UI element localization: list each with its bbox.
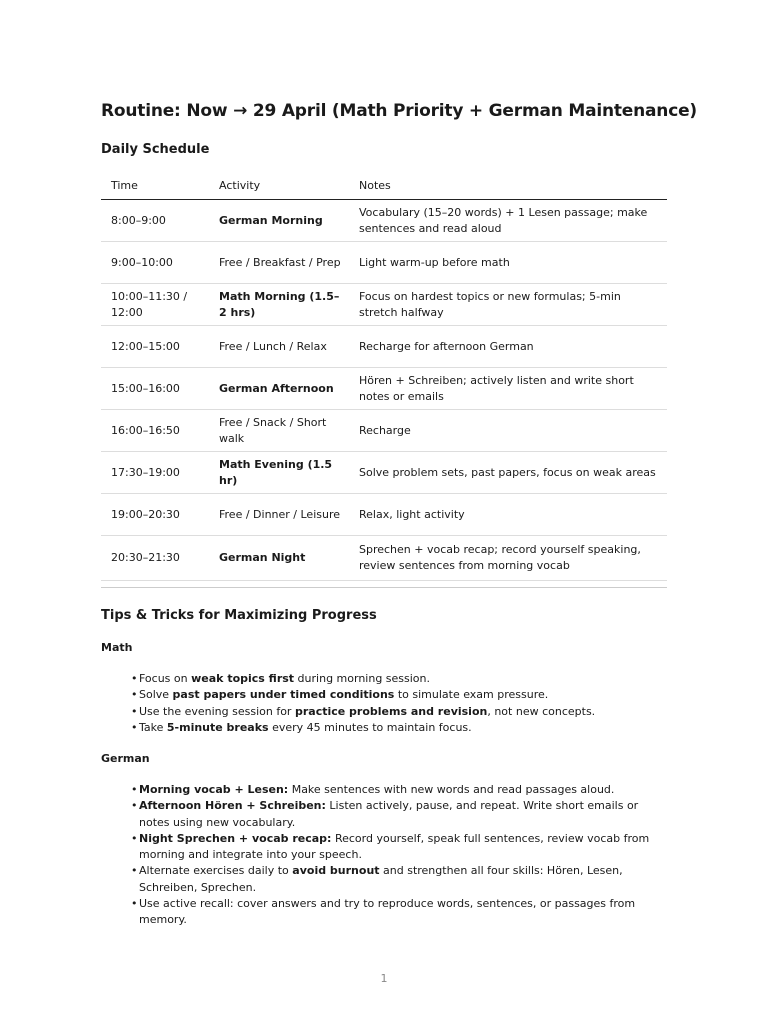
- activity-cell: Math Evening (1.5 hr): [209, 452, 349, 494]
- table-row: [101, 200, 667, 242]
- activity-cell: German Afternoon: [209, 368, 349, 410]
- list-item: • Afternoon Hören + Schreiben: Listen actively, pause, and repeat. Write short emails or notes using new vocabulary.: [131, 798, 661, 831]
- activity-cell: Math Morning (1.5–2 hrs): [209, 284, 349, 326]
- table-row: [101, 242, 667, 284]
- german-subheading: German: [101, 752, 150, 765]
- list-item: • Morning vocab + Lesen: Make sentences with new words and read passages aloud.: [131, 782, 661, 798]
- time-cell: 8:00–9:00: [101, 200, 209, 242]
- column-header-notes: Notes: [349, 172, 667, 200]
- notes-cell: Focus on hardest topics or new formulas; 5-min stretch halfway: [349, 284, 667, 326]
- time-cell: 16:00–16:50: [101, 410, 209, 452]
- notes-cell: Recharge for afternoon German: [349, 326, 667, 368]
- list-item: • Focus on weak topics first during morning session.: [131, 671, 661, 687]
- time-cell: 17:30–19:00: [101, 452, 209, 494]
- tips-heading: Tips & Tricks for Maximizing Progress: [101, 608, 377, 623]
- table-row: [101, 326, 667, 368]
- table-row: [101, 410, 667, 452]
- table-row: [101, 536, 667, 581]
- notes-cell: Recharge: [349, 410, 667, 452]
- notes-cell: Vocabulary (15–20 words) + 1 Lesen passage; make sentences and read aloud: [349, 200, 667, 242]
- table-row: [101, 368, 667, 410]
- table-row: [101, 452, 667, 494]
- activity-cell: German Morning: [209, 200, 349, 242]
- time-cell: 10:00–11:30 / 12:00: [101, 284, 209, 326]
- page-number: 1: [380, 972, 388, 985]
- activity-cell: Free / Breakfast / Prep: [209, 242, 349, 284]
- list-item: • Take 5-minute breaks every 45 minutes to maintain focus.: [131, 720, 661, 736]
- column-header-activity: Activity: [209, 172, 349, 200]
- page-title: Routine: Now → 29 April (Math Priority + German Maintenance): [101, 101, 697, 121]
- column-header-time: Time: [101, 172, 209, 200]
- notes-cell: Light warm-up before math: [349, 242, 667, 284]
- german-tips-list: [131, 782, 661, 929]
- activity-cell: Free / Dinner / Leisure: [209, 494, 349, 536]
- list-item: • Use active recall: cover answers and try to reproduce words, sentences, or passages from memory.: [131, 896, 661, 929]
- activity-cell: Free / Lunch / Relax: [209, 326, 349, 368]
- list-item: • Use the evening session for practice problems and revision, not new concepts.: [131, 704, 661, 720]
- table-row: [101, 284, 667, 326]
- notes-cell: Relax, light activity: [349, 494, 667, 536]
- list-item: • Alternate exercises daily to avoid burnout and strengthen all four skills: Hören, Lesen, Schreiben, Sprechen.: [131, 863, 661, 896]
- time-cell: 19:00–20:30: [101, 494, 209, 536]
- section-divider: [101, 587, 667, 588]
- notes-cell: Solve problem sets, past papers, focus on weak areas: [349, 452, 667, 494]
- schedule-heading: Daily Schedule: [101, 142, 210, 157]
- math-subheading: Math: [101, 641, 133, 654]
- list-item: • Solve past papers under timed conditions to simulate exam pressure.: [131, 687, 661, 703]
- table-header-row: [101, 172, 667, 200]
- time-cell: 15:00–16:00: [101, 368, 209, 410]
- activity-cell: German Night: [209, 536, 349, 581]
- list-item: • Night Sprechen + vocab recap: Record yourself, speak full sentences, review vocab from morning and integrate into your speech.: [131, 831, 661, 864]
- table-row: [101, 494, 667, 536]
- notes-cell: Sprechen + vocab recap; record yourself speaking, review sentences from morning vocab: [349, 536, 667, 581]
- time-cell: 12:00–15:00: [101, 326, 209, 368]
- math-tips-list: [131, 671, 661, 736]
- notes-cell: Hören + Schreiben; actively listen and write short notes or emails: [349, 368, 667, 410]
- schedule-table: [101, 172, 667, 581]
- time-cell: 20:30–21:30: [101, 536, 209, 581]
- activity-cell: Free / Snack / Short walk: [209, 410, 349, 452]
- time-cell: 9:00–10:00: [101, 242, 209, 284]
